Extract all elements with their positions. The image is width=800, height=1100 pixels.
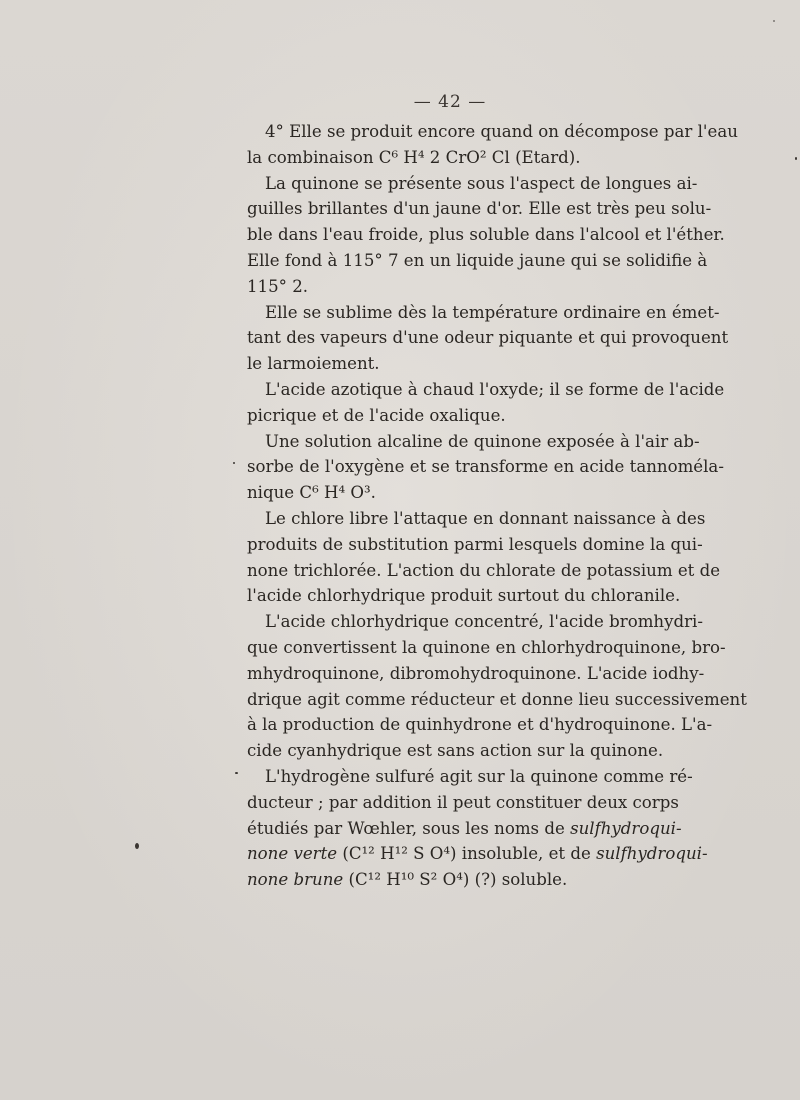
text-line: La quinone se présente sous l'aspect de longues ai- — [265, 173, 698, 193]
paper-speck — [233, 462, 235, 464]
text-line: guilles brillantes d'un jaune d'or. Elle est très peu solu- — [247, 199, 712, 219]
text-line: étudiés par Wœhler, sous les noms de sulfhydroqui- — [247, 818, 682, 838]
text-line: l'acide chlorhydrique produit surtout du chloranile. — [247, 586, 681, 606]
text-line: drique agit comme réducteur et donne lieu successivement — [247, 689, 747, 709]
text-line: Une solution alcaline de quinone exposée à l'air ab- — [265, 431, 700, 451]
text-line: L'hydrogène sulfuré agit sur la quinone comme ré- — [265, 766, 693, 786]
text-line: Le chlore libre l'attaque en donnant naissance à des — [265, 508, 706, 528]
text-line: ble dans l'eau froide, plus soluble dans l'alcool et l'éther. — [247, 225, 725, 245]
text-line: le larmoiement. — [247, 354, 380, 374]
text-line: à la production de quinhydrone et d'hydroquinone. L'a- — [247, 715, 713, 735]
text-line: nique C⁶ H⁴ O³. — [247, 483, 376, 503]
text-line: la combinaison C⁶ H⁴ 2 CrO² Cl (Etard). — [247, 147, 581, 167]
text-line: que convertissent la quinone en chlorhydroquinone, bro- — [247, 637, 726, 657]
text-line: none trichlorée. L'action du chlorate de potassium et de — [247, 560, 721, 580]
text-line: tant des vapeurs d'une odeur piquante et qui provoquent — [247, 328, 729, 348]
text-line: Elle fond à 115° 7 en un liquide jaune qui se solidifie à — [247, 250, 708, 270]
text-line: 4° Elle se produit encore quand on décompose par l'eau — [265, 122, 738, 141]
text-line: none verte (C¹² H¹² S O⁴) insoluble, et de sulfhydroqui- — [247, 844, 708, 864]
text-line: none brune (C¹² H¹⁰ S² O⁴) (?) soluble. — [247, 870, 568, 890]
text-line: cide cyanhydrique est sans action sur la quinone. — [247, 741, 664, 761]
text-line: picrique et de l'acide oxalique. — [247, 405, 506, 425]
paper-speck — [773, 20, 775, 22]
paper-speck — [135, 843, 139, 849]
text-line: mhydroquinone, dibromohydroquinone. L'acide iodhy- — [247, 663, 705, 683]
paper-speck — [795, 157, 797, 160]
body-text — [247, 119, 747, 893]
text-line: produits de substitution parmi lesquels domine la qui- — [247, 534, 703, 554]
page-number: — 42 — — [413, 92, 487, 112]
text-line: sorbe de l'oxygène et se transforme en acide tannoméla- — [247, 457, 724, 477]
text-line: L'acide chlorhydrique concentré, l'acide bromhydri- — [265, 612, 703, 632]
text-line: L'acide azotique à chaud l'oxyde; il se forme de l'acide — [265, 379, 725, 399]
paper-speck — [235, 772, 238, 774]
text-line: Elle se sublime dès la température ordinaire en émet- — [265, 302, 720, 322]
text-line: 115° 2. — [247, 276, 309, 296]
text-line: ducteur ; par addition il peut constituer deux corps — [247, 792, 679, 812]
